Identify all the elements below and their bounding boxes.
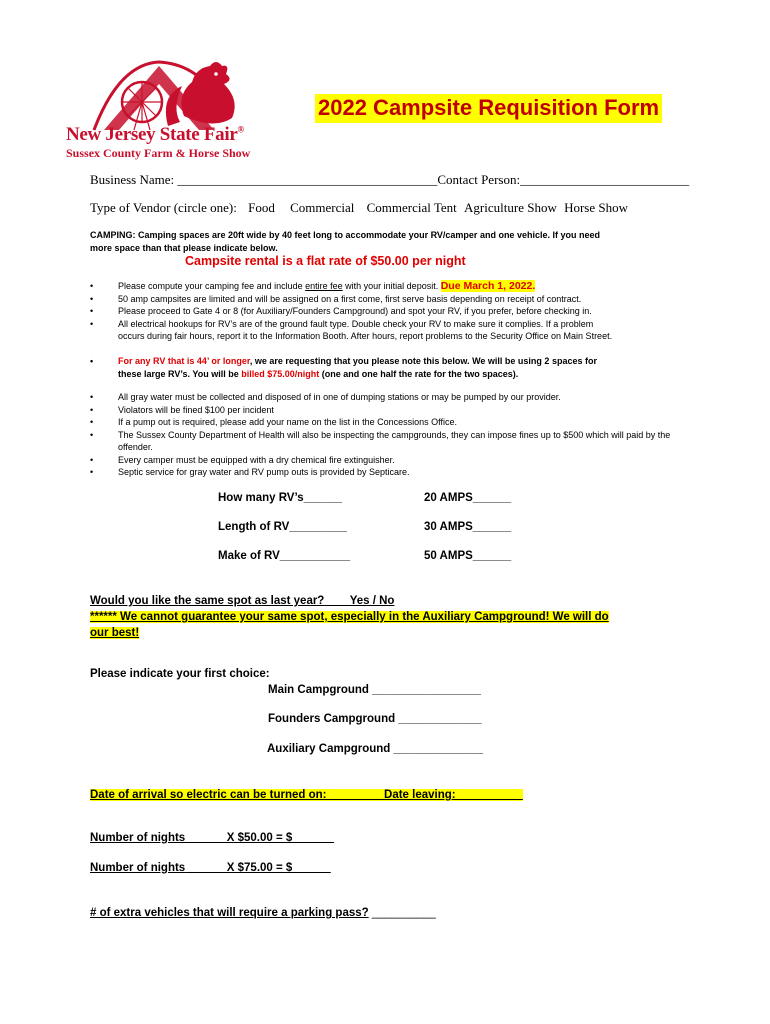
list-item: • For any RV that is 44’ or longer, we are requesting that you please note this below. We will be using 2 spaces for these large RV’s. You will be billed $75.00/night (one and one half the rate for the two spaces). — [90, 355, 680, 380]
vendor-type-line — [90, 200, 628, 216]
list-item: • All gray water must be collected and disposed of in one of dumping stations or may be pumped by our provider. — [90, 391, 680, 404]
list-item: • Septic service for gray water and RV pump outs is provided by Septicare. — [90, 466, 680, 479]
amps-20-field[interactable]: 20 AMPS______ — [424, 492, 512, 504]
contact-person-label: Contact Person: — [437, 172, 521, 187]
large-rv-note — [90, 355, 680, 380]
list-item: • 50 amp campsites are limited and will be assigned on a first come, first serve basis depending on receipt of contract. — [90, 293, 680, 306]
arrival-date-field[interactable]: Date of arrival so electric can be turned on: ________ — [90, 789, 381, 801]
business-name-field[interactable]: ________________________________________ — [177, 172, 438, 187]
list-item: • If a pump out is required, please add your name on the list in the Concessions Office. — [90, 416, 680, 429]
gray-water-rules-list — [90, 391, 680, 479]
list-item: • Please compute your camping fee and include entire fee with your initial deposit. Due March 1, 2022. — [90, 280, 680, 293]
business-name-label: Business Name: — [90, 172, 175, 187]
vendor-type-label: Type of Vendor (circle one): — [90, 200, 237, 215]
vendor-option-commercial[interactable]: Commercial — [290, 200, 355, 215]
flat-rate-heading: Campsite rental is a flat rate of $50.00 per night — [185, 254, 466, 268]
camping-note: CAMPING: Camping spaces are 20ft wide by 40 feet long to accommodate your RV/camper and one vehicle. If you need more space than that please indicate below. — [90, 230, 600, 253]
list-item: • Every camper must be equipped with a dry chemical fire extinguisher. — [90, 454, 680, 467]
extra-vehicles-field[interactable]: # of extra vehicles that will require a parking pass? __________ — [90, 907, 436, 919]
logo-title: New Jersey State Fair® — [66, 124, 244, 145]
dates-line — [90, 789, 523, 801]
list-item: • All electrical hookups for RV’s are of the ground fault type. Double check your RV to make sure it complies. If a problem occurs during fair hours, report it to the Information Booth. After hours, report problems to the Security Office on Main Street. — [90, 318, 680, 343]
same-spot-warning: ****** We cannot guarantee your same spot, especially in the Auxiliary Campground! We will do our best! — [90, 611, 609, 639]
auxiliary-campground-field[interactable]: Auxiliary Campground ______________ — [267, 743, 484, 755]
make-of-rv-field[interactable]: Make of RV___________ — [218, 550, 351, 562]
first-choice-label: Please indicate your first choice: — [90, 668, 270, 680]
vendor-option-commercial-tent[interactable]: Commercial Tent — [366, 200, 457, 215]
list-item: • Violators will be fined $100 per incident — [90, 404, 680, 417]
list-item: • Please proceed to Gate 4 or 8 (for Auxiliary/Founders Campground) and spot your RV, if you prefer, before checking in. — [90, 305, 680, 318]
how-many-rvs-field[interactable]: How many RV’s______ — [218, 492, 343, 504]
vendor-option-horse-show[interactable]: Horse Show — [564, 200, 629, 215]
nights-50-field[interactable]: Number of nights ______X $50.00 = $ ______ — [90, 832, 334, 844]
amps-50-field[interactable]: 50 AMPS______ — [424, 550, 512, 562]
logo-subtitle: Sussex County Farm & Horse Show — [66, 146, 251, 160]
nights-75-field[interactable]: Number of nights______ X $75.00 = $______ — [90, 862, 331, 874]
business-line — [90, 172, 689, 188]
vendor-option-food[interactable]: Food — [248, 200, 275, 215]
vendor-option-agriculture-show[interactable]: Agriculture Show — [464, 200, 557, 215]
length-of-rv-field[interactable]: Length of RV_________ — [218, 521, 347, 533]
rules-list — [90, 280, 680, 343]
form-title: 2022 Campsite Requisition Form — [315, 94, 662, 123]
same-spot-question: Would you like the same spot as last year? Yes / No — [90, 595, 395, 607]
founders-campground-field[interactable]: Founders Campground _____________ — [268, 713, 482, 725]
list-item: • The Sussex County Department of Health will also be inspecting the campgrounds, they can impose fines up to $500 which will paid by the offender. — [90, 429, 678, 454]
leaving-date-field[interactable]: Date leaving: __________ — [380, 789, 523, 801]
main-campground-field[interactable]: Main Campground _________________ — [268, 684, 481, 696]
same-spot-yes-no[interactable]: Yes / No — [349, 595, 395, 607]
amps-30-field[interactable]: 30 AMPS______ — [424, 521, 512, 533]
contact-person-field[interactable]: __________________________ — [520, 172, 690, 187]
